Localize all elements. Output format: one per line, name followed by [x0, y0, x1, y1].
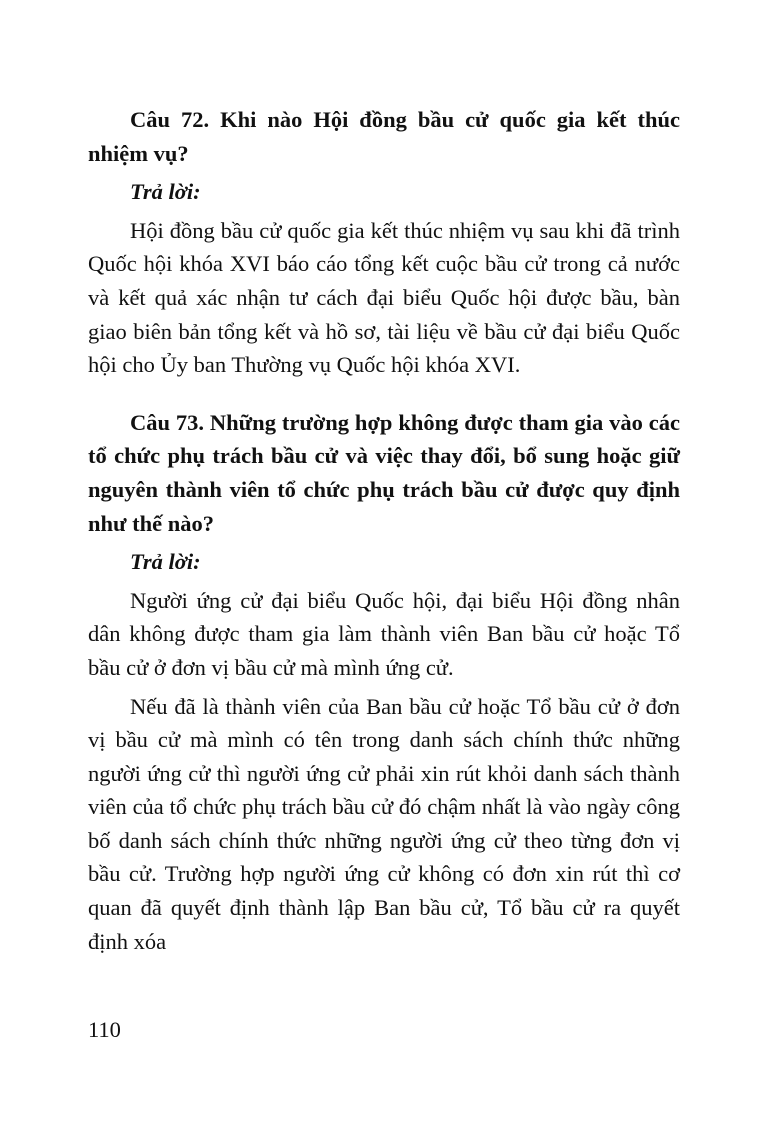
question-73-answer-paragraph-2: Nếu đã là thành viên của Ban bầu cử hoặc Tổ bầu cử ở đơn vị bầu cử mà mình có tên trong danh sách chính thức những người ứng cử thì người ứng cử phải xin rút khỏi danh sách thành viên của tổ chức phụ trách bầu cử đó chậm nhất là vào ngày công bố danh sách chính thức những người ứng cử theo từng đơn vị bầu cử. Trường hợp người ứng cử không có đơn xin rút thì cơ quan đã quyết định thành lập Ban bầu cử, Tổ bầu cử ra quyết định xóa — [88, 693, 680, 954]
question-72-title: Câu 72. Khi nào Hội đồng bầu cử quốc gia kết thúc nhiệm vụ? — [88, 107, 680, 166]
question-72-answer-label: Trả lời: — [130, 179, 201, 205]
question-72-answer-paragraph: Hội đồng bầu cử quốc gia kết thúc nhiệm vụ sau khi đã trình Quốc hội khóa XVI báo cáo tổng kết cuộc bầu cử trong cả nước và kết quả xác nhận tư cách đại biểu Quốc hội được bầu, bàn giao biên bản tổng kết và hồ sơ, tài liệu về bầu cử đại biểu Quốc hội cho Ủy ban Thường vụ Quốc hội khóa XVI. — [88, 217, 680, 378]
question-73-answer-label: Trả lời: — [130, 549, 201, 575]
page-content — [88, 103, 680, 958]
page-number: 110 — [88, 1017, 121, 1042]
question-73-answer-paragraph-1: Người ứng cử đại biểu Quốc hội, đại biểu Hội đồng nhân dân không được tham gia làm thành viên Ban bầu cử hoặc Tổ bầu cử ở đơn vị bầu cử mà mình ứng cử. — [88, 587, 680, 680]
question-73-title: Câu 73. Những trường hợp không được tham gia vào các tổ chức phụ trách bầu cử và việc thay đổi, bổ sung hoặc giữ nguyên thành viên tổ chức phụ trách bầu cử được quy định như thế nào? — [88, 409, 680, 536]
